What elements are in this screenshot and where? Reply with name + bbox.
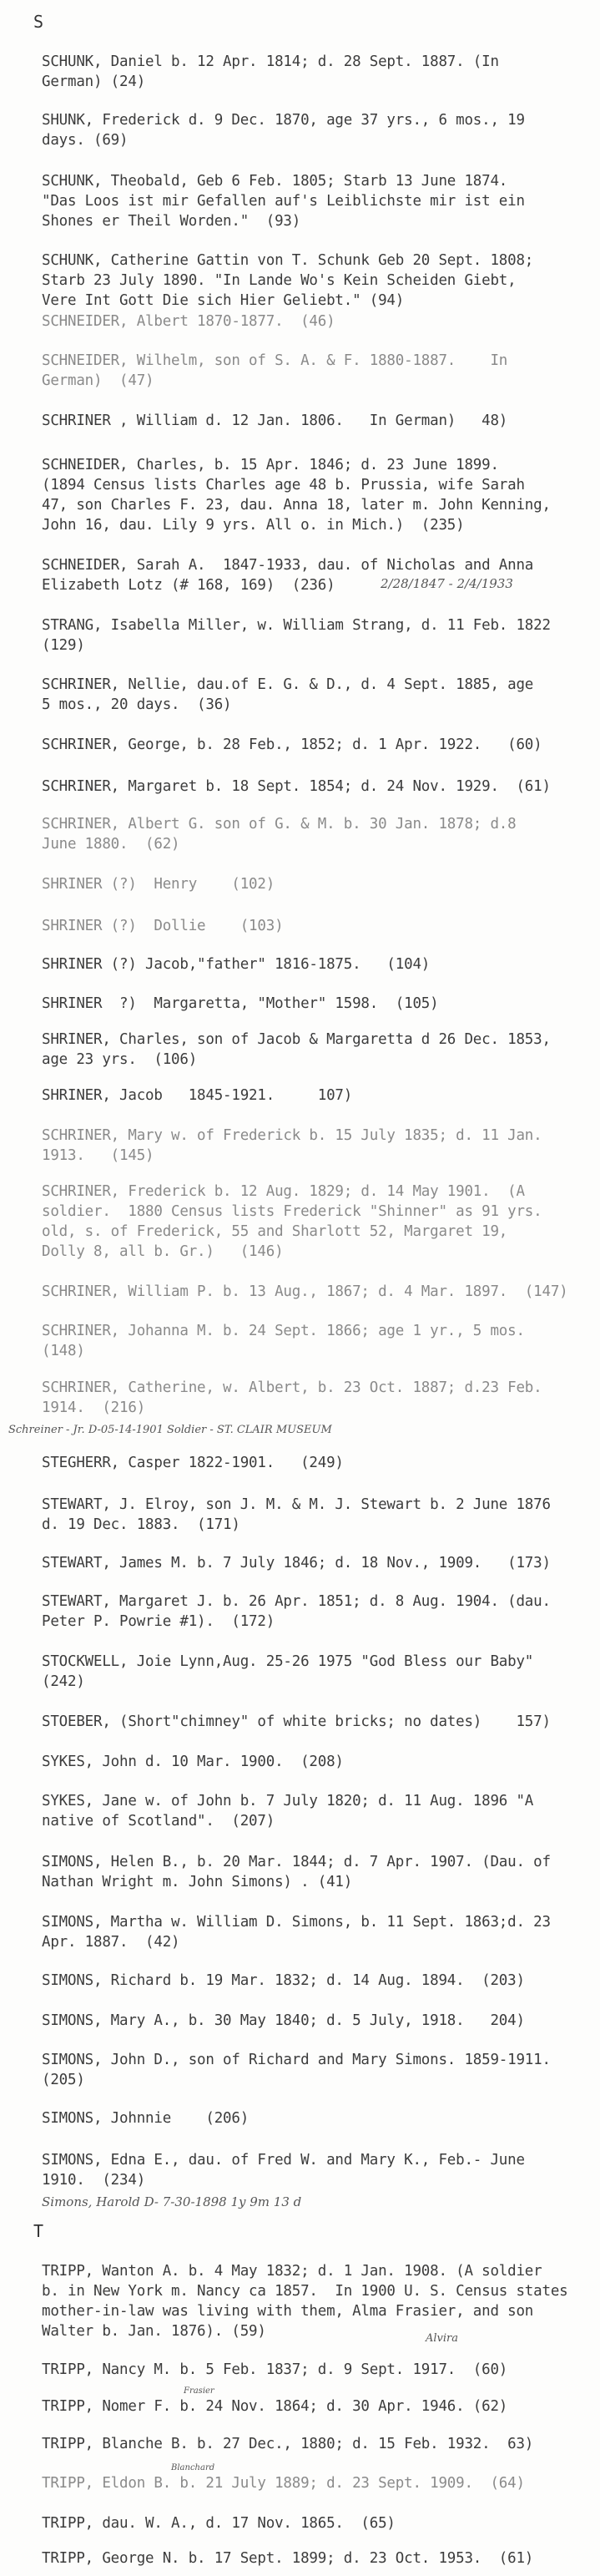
entry-schriner-william: SCHRINER , William d. 12 Jan. 1806. In German) 48) (42, 412, 508, 429)
entry-tripp-nancy: TRIPP, Nancy M. b. 5 Feb. 1837; d. 9 Sept. 1917. (60) (42, 2361, 508, 2378)
entry-stoeber: STOEBER, (Short"chimney" of white bricks; no dates) 157) (42, 1713, 551, 1730)
entry-simons-mary: SIMONS, Mary A., b. 30 May 1840; d. 5 July, 1918. 204) (42, 2012, 525, 2029)
entry-schriner-frederick: SCHRINER, Frederick b. 12 Aug. 1829; d. 14 May 1901. (A soldier. 1880 Census lists Frederick "Shinner" as 91 yrs. old, s. of Frederick, 55 and Sharlott 52, Margaret 19, Dolly 8, all b. Gr.) (146) (42, 1183, 542, 1260)
entry-schriner-george: SCHRINER, George, b. 28 Feb., 1852; d. 1 Apr. 1922. (60) (42, 736, 542, 753)
entry-shriner-margaretta: SHRINER ?) Margaretta, "Mother" 1598. (105) (42, 995, 439, 1012)
entry-simons-richard: SIMONS, Richard b. 19 Mar. 1832; d. 14 Aug. 1894. (203) (42, 1972, 525, 1989)
entry-schriner-mary: SCHRINER, Mary w. of Frederick b. 15 July 1835; d. 11 Jan. 1913. (145) (42, 1127, 542, 1164)
entry-schneider-sarah: SCHNEIDER, Sarah A. 1847-1933, dau. of Nicholas and Anna Elizabeth Lotz (# 168, 169) (236) (42, 557, 534, 594)
entry-schneider-charles: SCHNEIDER, Charles, b. 15 Apr. 1846; d. 23 June 1899. (1894 Census lists Charles age 48 b. Prussia, wife Sarah 47, son Charles F. 23, dau. Anna 18, later m. John Kenning, John 16, dau. Lily 9 yrs. All o. in Mich.) (235) (42, 457, 551, 534)
entry-shunk-frederick: SHUNK, Frederick d. 9 Dec. 1870, age 37 yrs., 6 mos., 19 days. (69) (42, 112, 525, 149)
entry-schriner-catherine: SCHRINER, Catherine, w. Albert, b. 23 Oct. 1887; d.23 Feb. 1914. (216) (42, 1379, 542, 1416)
entry-simons-helen: SIMONS, Helen B., b. 20 Mar. 1844; d. 7 Apr. 1907. (Dau. of Nathan Wright m. John Simons) . (41) (42, 1854, 551, 1890)
entry-schneider-albert: SCHNEIDER, Albert 1870-1877. (46) (42, 313, 335, 330)
entry-schriner-william-p: SCHRINER, William P. b. 13 Aug., 1867; d. 4 Mar. 1897. (147) (42, 1283, 568, 1300)
entry-sykes-jane: SYKES, Jane w. of John b. 7 July 1820; d. 11 Aug. 1896 "A native of Scotland". (207) (42, 1793, 534, 1830)
section-letter-t: T (33, 2221, 44, 2241)
entry-stewart-james: STEWART, James M. b. 7 July 1846; d. 18 Nov., 1909. (173) (42, 1555, 551, 1571)
entry-schunk-theobald: SCHUNK, Theobald, Geb 6 Feb. 1805; Starb 13 June 1874. "Das Loos ist mir Gefallen auf's Leiblichste mir ist ein Shones er Theil Worden." (93) (42, 173, 525, 230)
entry-shriner-henry: SHRINER (?) Henry (102) (42, 876, 275, 893)
entry-stockwell-joie: STOCKWELL, Joie Lynn,Aug. 25-26 1975 "God Bless our Baby" (242) (42, 1653, 534, 1690)
entry-shriner-jacob: SHRINER, Jacob 1845-1921. 107) (42, 1087, 353, 1104)
handwritten-note-blanchard: Blanchard (171, 2463, 215, 2472)
entry-simons-martha: SIMONS, Martha w. William D. Simons, b. 11 Sept. 1863;d. 23 Apr. 1887. (42) (42, 1914, 551, 1951)
entry-tripp-eldon: TRIPP, Eldon B. b. 21 July 1889; d. 23 Sept. 1909. (64) (42, 2475, 525, 2492)
entry-simons-johnnie: SIMONS, Johnnie (206) (42, 2110, 250, 2127)
entry-tripp-wanton: TRIPP, Wanton A. b. 4 May 1832; d. 1 Jan. 1908. (A soldier b. in New York m. Nancy ca 1857. In 1900 U. S. Census states mother-in-law was living with them, Alma Frasier, and son Walter b. Jan. 1876). (59) (42, 2263, 568, 2340)
handwritten-note-alvira: Alvira (426, 2332, 459, 2345)
handwritten-note-sarah-dates: 2/28/1847 - 2/4/1933 (381, 576, 513, 591)
entry-simons-john: SIMONS, John D., son of Richard and Mary Simons. 1859-1911. (205) (42, 2052, 551, 2088)
section-letter-s: S (33, 12, 44, 32)
entry-schriner-albert-g: SCHRINER, Albert G. son of G. & M. b. 30 Jan. 1878; d.8 June 1880. (62) (42, 816, 517, 853)
entry-schriner-johanna: SCHRINER, Johanna M. b. 24 Sept. 1866; age 1 yr., 5 mos. (148) (42, 1323, 525, 1359)
entry-tripp-blanche: TRIPP, Blanche B. b. 27 Dec., 1880; d. 15 Feb. 1932. 63) (42, 2436, 534, 2452)
entry-stewart-j-elroy: STEWART, J. Elroy, son J. M. & M. J. Stewart b. 2 June 1876 d. 19 Dec. 1883. (171) (42, 1496, 551, 1533)
entry-schriner-margaret: SCHRINER, Margaret b. 18 Sept. 1854; d. 24 Nov. 1929. (61) (42, 778, 551, 795)
handwritten-note-frasier: Frasier (184, 2386, 214, 2396)
entry-schunk-catherine: SCHUNK, Catherine Gattin von T. Schunk Geb 20 Sept. 1808; Starb 23 July 1890. "In Lande Wo's Kein Scheiden Giebt, Vere Int Gott Die sich Hier Geliebt." (94) (42, 252, 534, 309)
entry-stegherr-casper: STEGHERR, Casper 1822-1901. (249) (42, 1455, 344, 1471)
entry-schneider-wilhelm: SCHNEIDER, Wilhelm, son of S. A. & F. 1880-1887. In German) (47) (42, 352, 508, 389)
entry-simons-edna: SIMONS, Edna E., dau. of Fred W. and Mary K., Feb.- June 1910. (234) (42, 2152, 525, 2189)
entry-schriner-nellie: SCHRINER, Nellie, dau.of E. G. & D., d. 4 Sept. 1885, age 5 mos., 20 days. (36) (42, 676, 534, 713)
entry-shriner-dollie: SHRINER (?) Dollie (103) (42, 918, 284, 934)
handwritten-note-simons-harold: Simons, Harold D- 7-30-1898 1y 9m 13 d (42, 2194, 302, 2209)
entry-tripp-dau: TRIPP, dau. W. A., d. 17 Nov. 1865. (65) (42, 2515, 396, 2532)
handwritten-note-schreiner-jr: Schreiner - Jr. D-05-14-1901 Soldier - ST. CLAIR MUSEUM (8, 1424, 332, 1436)
entry-stewart-margaret: STEWART, Margaret J. b. 26 Apr. 1851; d. 8 Aug. 1904. (dau. Peter P. Powrie #1). (172) (42, 1593, 551, 1630)
entry-schunk-daniel: SCHUNK, Daniel b. 12 Apr. 1814; d. 28 Sept. 1887. (In German) (24) (42, 53, 499, 90)
entry-strang-isabella: STRANG, Isabella Miller, w. William Strang, d. 11 Feb. 1822 (129) (42, 617, 551, 654)
entry-shriner-jacob-father: SHRINER (?) Jacob,"father" 1816-1875. (104) (42, 956, 431, 973)
entry-tripp-george: TRIPP, George N. b. 17 Sept. 1899; d. 23 Oct. 1953. (61) (42, 2550, 534, 2567)
entry-sykes-john: SYKES, John d. 10 Mar. 1900. (208) (42, 1754, 344, 1770)
entry-shriner-charles: SHRINER, Charles, son of Jacob & Margaretta d 26 Dec. 1853, age 23 yrs. (106) (42, 1031, 551, 1068)
entry-tripp-nomer: TRIPP, Nomer F. b. 24 Nov. 1864; d. 30 Apr. 1946. (62) (42, 2398, 508, 2415)
